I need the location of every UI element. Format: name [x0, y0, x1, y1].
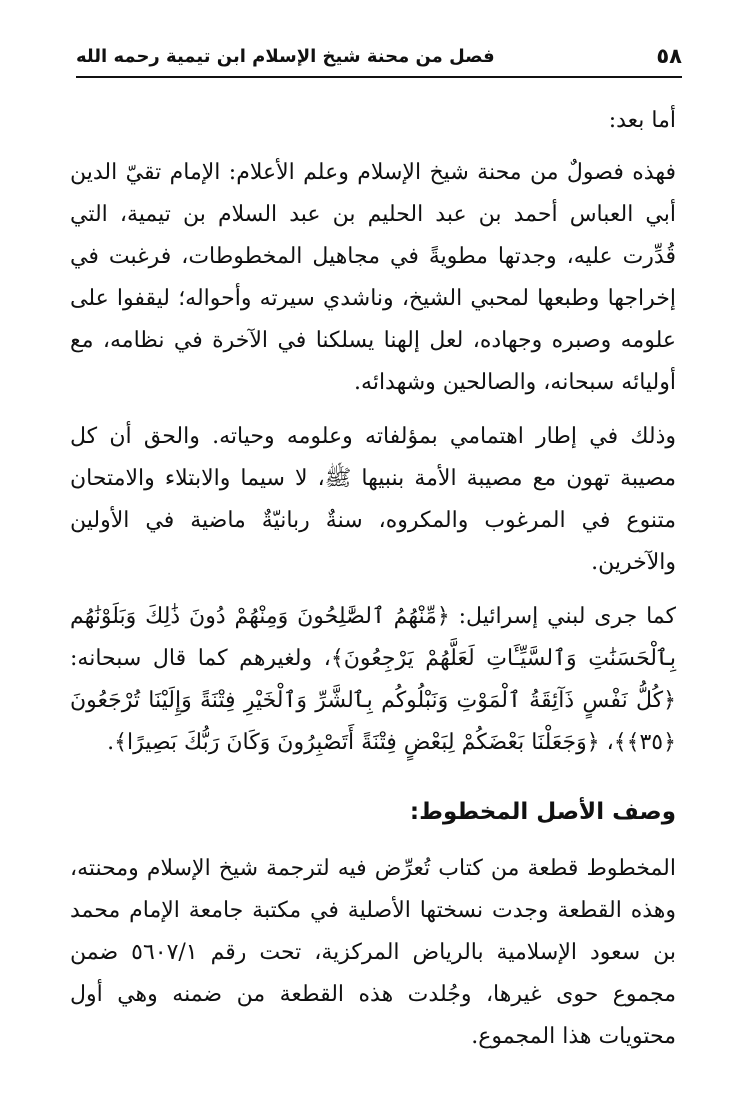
quran-quote-3: ﴿وَجَعَلْنَا بَعْضَكُمْ لِبَعْضٍ فِتْنَةً أَتَصْبِرُونَ وَكَانَ رَبُّكَ بَصِيرًا﴾	[114, 730, 600, 755]
quote-end: .	[107, 730, 115, 755]
page-number: ٥٨	[656, 44, 682, 68]
paragraph-context: وذلك في إطار اهتمامي بمؤلفاته وعلومه وحياته. والحق أن كل مصيبة تهون مع مصيبة الأمة بنبيها ﷺ، لا سيما والابتلاء والامتحان متنوع في المرغوب والمكروه، سنةٌ ربانيّةٌ ماضية في الأولين والآخرين.	[70, 424, 676, 575]
quote-middle-text: ، ولغيرهم كما قال سبحانه:	[70, 646, 331, 671]
paragraph-quranic-quotes	[70, 596, 676, 764]
quote-intro-text: كما جرى لبني إسرائيل:	[449, 604, 676, 629]
section-heading: وصف الأصل المخطوط:	[409, 799, 676, 825]
paragraph-manuscript-description: المخطوط قطعة من كتاب تُعرِّض فيه لترجمة شيخ الإسلام ومحنته، وهذه القطعة وجدت نسختها الأصلية في مكتبة جامعة الإمام محمد بن سعود الإسلامية بالرياض المركزية، تحت رقم ٥٦٠٧/١ ضمن مجموع حوى غيرها، وجُلدت هذه القطعة من ضمنه وهي أول محتويات هذا المجموع.	[70, 856, 677, 1049]
quran-quote-2: ﴿كُلُّ نَفْسٍ ذَآئِقَةُ ٱلْمَوْتِ وَنَبْلُوكُم بِٱلشَّرِّ وَٱلْخَيْرِ فِتْنَةً وَإِلَيْنَا تُرْجَعُونَ ﴿٣٥﴾﴾	[70, 688, 676, 755]
page-header	[76, 40, 682, 78]
running-title: فصل من محنة شيخ الإسلام ابن تيمية رحمه الله	[76, 46, 495, 67]
paragraph-introduction: فهذه فصولٌ من محنة شيخ الإسلام وعلم الأعلام: الإمام تقيّ الدين أبي العباس أحمد بن عبد الحليم بن عبد السلام بن تيمية، التي قُدِّرت عليه، وجدتها مطويةً في مجاهيل المخطوطات، فرغبت في إخراجها وطبعها لمحبي الشيخ، وناشدي سيرته وأحواله؛ ليقفوا على علومه وصبره وجهاده، لعل إلهنا يسلكنا في الآخرة في نظامه، مع أوليائه سبحانه، والصالحين وشهدائه.	[70, 160, 676, 395]
page-body	[70, 100, 676, 1058]
quran-quote-1: ﴿مِّنْهُمُ ٱلصَّٰلِحُونَ وَمِنْهُمْ دُونَ ذَٰلِكَ وَبَلَوْنَٰهُم بِٱلْحَسَنَٰتِ وَٱلسَّيِّـَٔاتِ لَعَلَّهُمْ يَرْجِعُونَ﴾	[70, 604, 676, 671]
opening-line: أما بعد:	[608, 108, 676, 133]
quote-separator: ،	[599, 730, 614, 755]
